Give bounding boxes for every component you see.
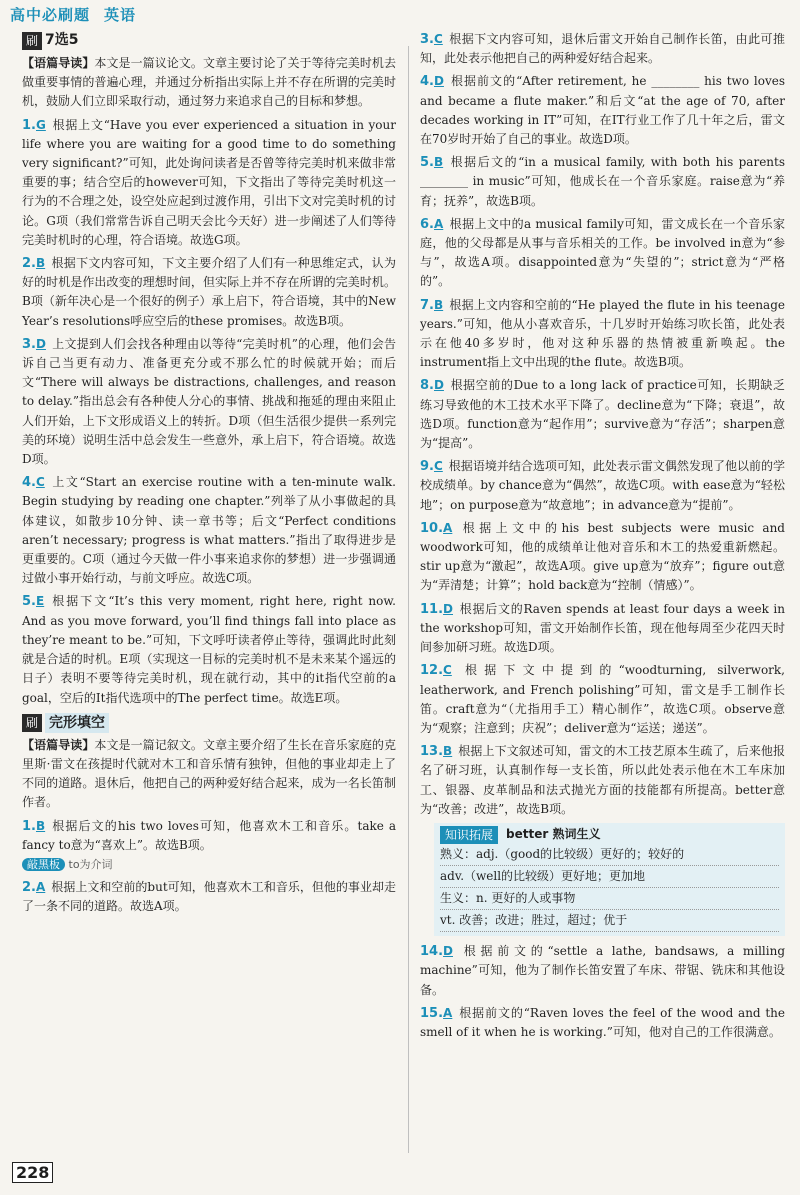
note-text: to为介词: [68, 857, 113, 871]
answer-item: [22, 116, 396, 250]
item-number: 1.: [22, 818, 36, 834]
note-badge: 敲黑板: [22, 858, 65, 871]
section-title: 7选5: [45, 32, 79, 49]
knowledge-line: vt. 改善；改进；胜过，超过；优于: [440, 910, 779, 932]
answer-item: [22, 473, 396, 588]
item-number: 8.: [420, 378, 434, 394]
guide-label: 【语篇导读】: [22, 737, 95, 752]
answer-explanation: 根据前文的“settle a lathe, bandsaws, a milling machine”可知，他为了制作长笛安置了车床、带锯、铣床和其他设备。: [420, 944, 785, 997]
item-number: 12.: [420, 663, 444, 679]
knowledge-line: 生义：n. 更好的人或事物: [440, 888, 779, 910]
answer-item: [420, 519, 785, 596]
answer-item: [420, 942, 785, 1000]
answer-item: [420, 72, 785, 149]
knowledge-line: adv.（well的比较级）更好地；更加地: [440, 866, 779, 888]
section-badge: 刷: [22, 32, 42, 50]
section-cloze-header: [22, 712, 396, 734]
item-number: 4.: [420, 74, 434, 90]
reading-guide: [22, 736, 396, 813]
answer-item: [420, 661, 785, 738]
answer-explanation: 根据上文中的a musical family可知，雷文成长在一个音乐家庭，他的父母都是从事与音乐相关的工作。be involved in意为“参与”，故选A项。disappointed意为“失望的”；strict意为“严格的”。: [420, 216, 785, 289]
answer-letter: E: [35, 594, 45, 609]
answer-explanation: 根据空前的Due to a long lack of practice可知，长期缺乏练习导致他的木工技术水平下降了。decline意为“下降；衰退”，故选D项。function意为“起作用”；survive意为“存活”；sharpen意为“提高”。: [420, 378, 785, 451]
answer-explanation: 根据后文的Raven spends at least four days a week in the workshop可知，雷文开始制作长笛，现在他每周至少花四天时间参加研习班。故选D项。: [420, 601, 785, 655]
answer-explanation: 根据下文内容可知，下文主要介绍了人们有一种思维定式，认为好的时机是作出改变的理想时间，但实际上并不存在所谓的完美时机。B项（新年决心是一个很好的例子）承上启下，符合语境，其中的New Year’s resolutions呼应空后的these promises。故选B项。: [22, 256, 396, 328]
answer-letter: C: [35, 475, 45, 490]
answer-item: [420, 1004, 785, 1042]
answer-letter: D: [443, 601, 453, 616]
answer-explanation: 根据下文“It’s this very moment, right here, right now. And as you move forward, you’ll find things fall into place as they’re meant to be.”可知，下文呼吁读者停止等待，强调此时此刻就是合适的时机。E项（实现这一目标的完美时机不是未来某个遥远的日子）表明不要等待完美时机，现在就行动，其中的it指代空前的a goal，空后的It指代选项中的The perfect time。故选E项。: [22, 594, 396, 705]
answer-explanation: 根据语境并结合选项可知，此处表示雷文偶然发现了他以前的学校成绩单。by chance意为“偶然”，故选C项。with ease意为“轻松地”；on purpose意为“故意地”；in advance意为“提前”。: [420, 459, 785, 512]
answer-explanation: 上文提到人们会找各种理由以等待“完美时机”的心理，他们会告诉自己当更有动力、准备更充分或不那么忙的时候就开始；而后文“There will always be distractions, challenges, and reason to delay.”指出总会有各种使人分心的事情、挑战和拖延的理由来阻止人们开始，上下文形成语义上的转折。D项（但生活很少提供一系列完美的环境）说明生活中总会发生一些意外，承上启下，符合语境。故选D项。: [22, 336, 396, 467]
answer-item: [420, 30, 785, 68]
column-divider: [408, 46, 409, 1153]
answer-letter: C: [443, 663, 452, 678]
answer-letter: A: [433, 216, 444, 231]
answer-item: [420, 153, 785, 211]
answer-letter: D: [35, 336, 46, 351]
guide-text: 本文是一篇记叙文。文章主要介绍了生长在音乐家庭的克里斯·雷文在孩提时代就对木工和音乐情有独钟，但他的事业却走上了不同的道路。退休后，他把自己的两种爱好结合起来，成为一名长笛制作者。: [22, 737, 396, 810]
answer-item: [22, 254, 396, 331]
answer-letter: G: [35, 117, 46, 132]
right-column: [420, 30, 785, 1155]
answer-explanation: 根据上文内容和空前的“He played the flute in his teenage years.”可知，他从小喜欢音乐，十几岁时开始练习吹长笛，此处表示在他40多岁时，他对这种乐器的热情被重新唤起。the instrument指上文中出现的the flute。故选B项。: [420, 297, 785, 370]
item-number: 4.: [22, 475, 36, 491]
answer-item: [22, 817, 396, 875]
item-number: 7.: [420, 297, 434, 313]
answer-letter: B: [443, 744, 453, 759]
item-number: 10.: [420, 520, 444, 536]
answer-letter: B: [35, 256, 46, 271]
answer-letter: C: [433, 32, 443, 46]
knowledge-title: [440, 825, 779, 844]
answer-letter: C: [433, 459, 443, 474]
answer-explanation: 根据上文“Have you ever experienced a situation in your life where you are waiting for a good time to do something very significant?”可知，此处询问读者是否曾等待完美时机来做非常重要的事；结合空后的however可知，下文指出了等待完美时机这一行为的不合理之处，设空处应起到过渡作用，引出下文对完美时机的讨论。G项（我们常常告诉自己明天会比今天好）进一步阐述了人们等待完美时机时的心理，符合语境。故选G项。: [22, 117, 396, 247]
answer-item: [22, 335, 396, 469]
page-header: [10, 6, 136, 30]
answer-letter: B: [35, 818, 46, 833]
answer-item: [420, 296, 785, 373]
section-7-5-header: [22, 30, 396, 52]
knowledge-badge: 知识拓展: [440, 826, 498, 844]
answer-explanation: 根据上文和空前的but可知，他喜欢木工和音乐，但他的事业却走了一条不同的道路。故选A项。: [22, 880, 396, 914]
item-number: 14.: [420, 944, 444, 960]
section-badge: 刷: [22, 714, 42, 732]
item-number: 3.: [22, 336, 36, 352]
answer-item: [420, 457, 785, 515]
answer-item: [420, 215, 785, 292]
answer-explanation: 根据下文中提到的“woodturning, silverwork, leatherwork, and French polishing”可知，雷文是手工制作长笛。craft意为“（尤指用手工）精心制作”，故选C项。observe意为“观察；注意到；庆祝”；deliver意为“运送；递送”。: [420, 663, 785, 735]
knowledge-box: [434, 823, 785, 936]
guide-label: 【语篇导读】: [22, 56, 95, 70]
answer-letter: B: [433, 155, 444, 170]
page-number: 228: [12, 1162, 53, 1183]
section-title: 完形填空: [45, 713, 109, 733]
answer-explanation: 根据前文的“Raven loves the feel of the wood and the smell of it when he is working.”可知，他对自己的工作很满意。: [420, 1005, 785, 1039]
item-number: 11.: [420, 601, 444, 617]
item-number: 2.: [22, 256, 36, 272]
answer-letter: B: [433, 297, 444, 312]
subject-label: 英语: [104, 6, 137, 24]
guide-text: 本文是一篇议论文。文章主要讨论了关于等待完美时机去做重要事情的普遍心理，并通过分析指出实际上并不存在所谓的完美时机，鼓励人们立即采取行动，通过努力来追求自己的目标和梦想。: [22, 56, 396, 109]
answer-item: [420, 600, 785, 658]
item-number: 6.: [420, 216, 434, 232]
answer-letter: A: [443, 520, 453, 535]
item-number: 1.: [22, 117, 36, 133]
answer-explanation: 根据后文的his two loves可知，他喜欢木工和音乐。take a fancy to意为“喜欢上”。故选B项。: [22, 818, 396, 852]
answer-item: [22, 878, 396, 916]
answer-letter: A: [443, 1005, 453, 1020]
answer-explanation: 根据后文的“in a musical family, with both his parents ________ in music”可知，他成长在一个音乐家庭。raise意为“养育；抚养”，故选B项。: [420, 155, 785, 208]
book-title: 高中必刷题: [10, 6, 91, 24]
item-number: 5.: [420, 155, 434, 171]
knowledge-word: better 熟词生义: [506, 826, 601, 841]
answer-explanation: 根据前文的“After retirement, he ________ his two loves and became a flute maker.”和后文“at the age of 70, after decades working in IT”可知，在IT行业工作了几十年之后，雷文在70岁时开始了自己的事业。故选D项。: [420, 74, 785, 147]
answer-letter: D: [443, 944, 453, 959]
answer-letter: D: [433, 74, 444, 89]
item-number: 3.: [420, 32, 434, 47]
answer-item: [22, 592, 396, 707]
knowledge-line: 熟义：adj.（good的比较级）更好的；较好的: [440, 844, 779, 866]
answer-explanation: 根据下文内容可知，退休后雷文开始自己制作长笛，由此可推知，此处表示他把自己的两种爱好结合起来。: [420, 32, 785, 66]
left-column: [22, 30, 396, 1155]
answer-letter: A: [35, 880, 46, 895]
answer-explanation: 上文“Start an exercise routine with a ten-minute walk. Begin studying by reading one chapter.”列举了从小事做起的具体建议，如散步10分钟、读一章书等；后文“Perfect conditions aren’t necessary; progress is what matters.”指出了取得进步是更重要的。C项（通过今天做一件小事来追求你的梦想）进一步强调通过做小事开始行动，与前文呼应。故选C项。: [22, 475, 396, 586]
item-number: 5.: [22, 594, 36, 610]
item-number: 9.: [420, 459, 434, 475]
note: [22, 858, 113, 871]
answer-item: [420, 742, 785, 819]
answer-letter: D: [433, 378, 444, 393]
item-number: 2.: [22, 880, 36, 896]
answer-explanation: 根据上文中的his best subjects were music and woodwork可知，他的成绩单让他对音乐和木工的热爱重新燃起。stir up意为“激起”，故选A项。give up意为“放弃”；figure out意为“弄清楚；计算”；hold back意为“控制（情感）”。: [420, 520, 785, 593]
item-number: 15.: [420, 1005, 444, 1021]
reading-guide: [22, 54, 396, 112]
item-number: 13.: [420, 744, 444, 760]
answer-item: [420, 376, 785, 453]
answer-explanation: 根据上下文叙述可知，雷文的木工技艺原本生疏了，后来他报名了研习班，认真制作每一支长笛，所以此处表示他在木工车床加工、银器、皮革制品和法式抛光方面的技能都有所提高。better意为“改善；改进”，故选B项。: [420, 744, 785, 816]
